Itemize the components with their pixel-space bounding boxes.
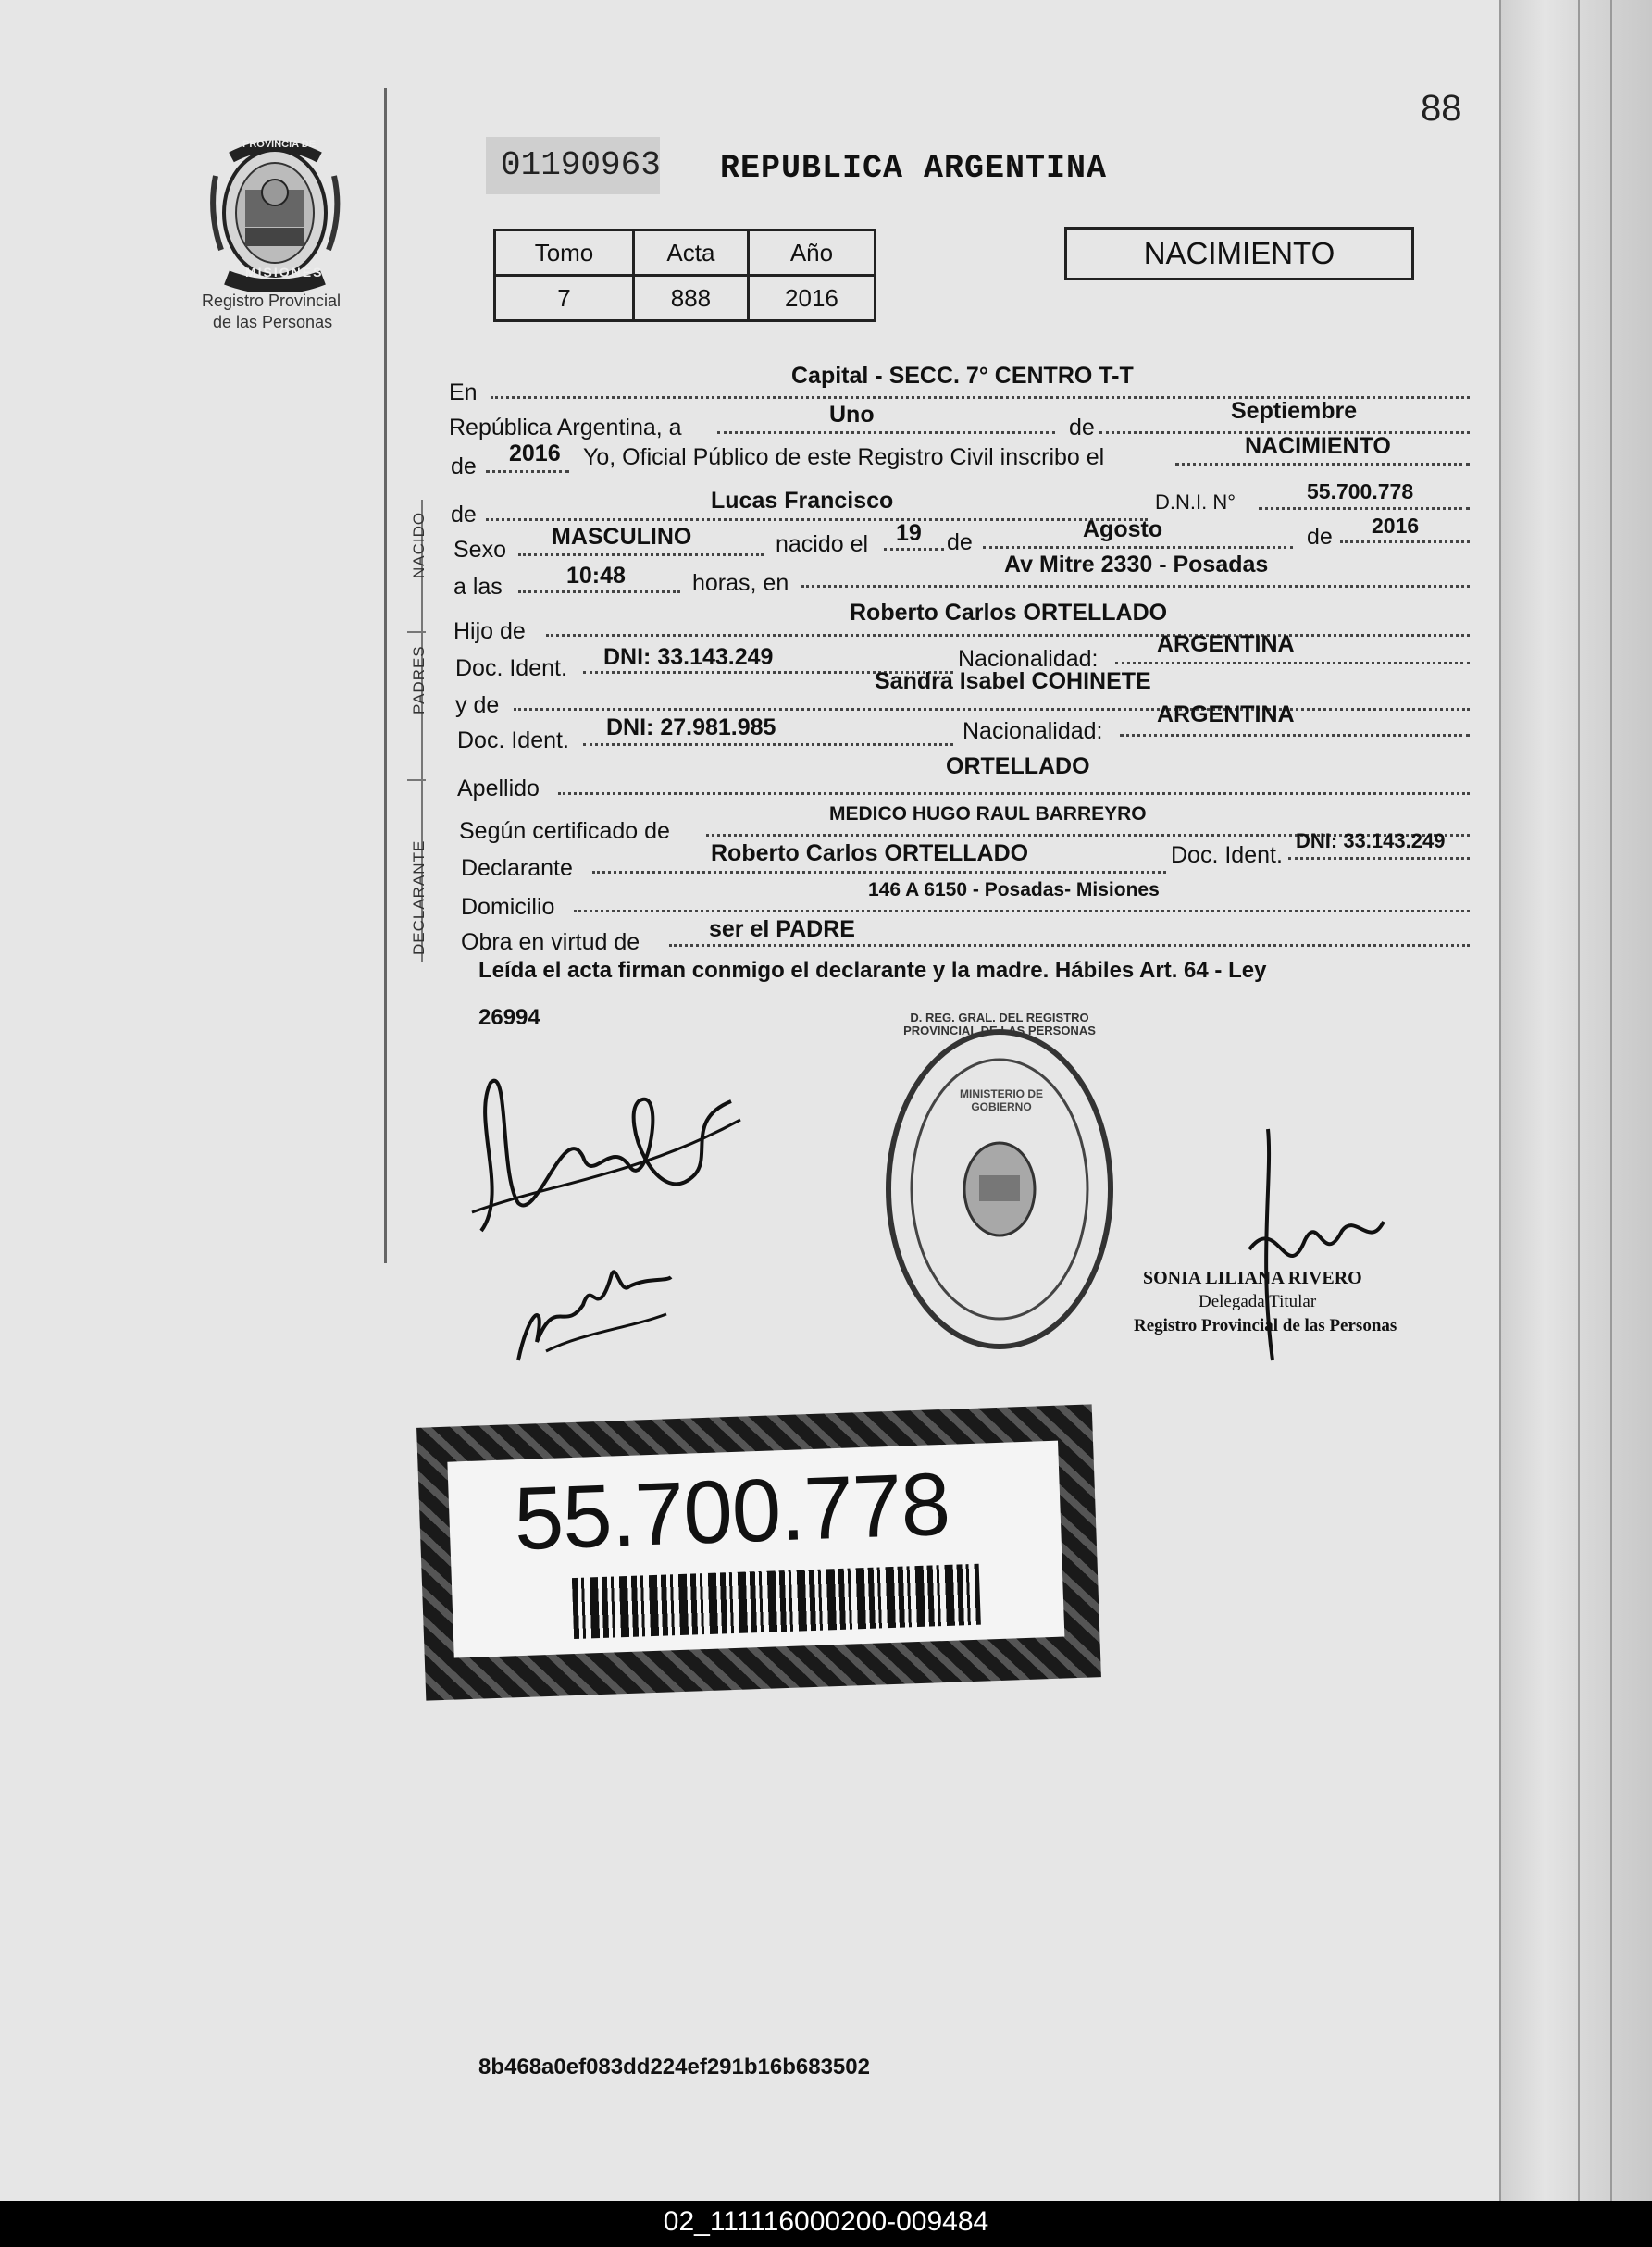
- dots: [1120, 734, 1470, 737]
- value-dia: Uno: [829, 402, 875, 428]
- dots: [669, 944, 1470, 947]
- value-declarante: Roberto Carlos ORTELLADO: [711, 840, 1029, 866]
- margin-rule: [384, 88, 387, 1263]
- act-type-box: NACIMIENTO: [1064, 227, 1414, 280]
- page-edge: [1610, 0, 1612, 2201]
- dots: [518, 590, 680, 593]
- label-doc-ident2: Doc. Ident.: [1171, 842, 1283, 868]
- document-hash: 8b468a0ef083dd224ef291b16b683502: [478, 2055, 870, 2079]
- declarant-signature: [453, 1064, 750, 1249]
- label-doc-ident: Doc. Ident.: [457, 727, 569, 753]
- dots: [546, 634, 1470, 637]
- label-sexo: Sexo: [453, 537, 506, 563]
- value-madre-doc: DNI: 27.981.985: [606, 714, 776, 740]
- value-lugar-nac: Av Mitre 2330 - Posadas: [1004, 552, 1269, 577]
- dots: [801, 585, 1470, 588]
- value-acta: 888: [633, 276, 748, 321]
- dots: [583, 743, 953, 746]
- value-mes-nac: Agosto: [1083, 516, 1163, 542]
- label-domicilio: Domicilio: [461, 894, 555, 920]
- dots: [1259, 507, 1470, 510]
- label-nacionalidad: Nacionalidad:: [963, 718, 1103, 744]
- side-label-nacido: NACIDO: [410, 511, 428, 578]
- dots: [1288, 857, 1470, 860]
- emblem-caption-line1: Registro Provincial: [202, 292, 342, 310]
- label-de-mes: de: [947, 529, 973, 555]
- barcode-panel: [447, 1441, 1064, 1658]
- label-doc-ident: Doc. Ident.: [455, 655, 567, 681]
- value-certificado: MEDICO HUGO RAUL BARREYRO: [829, 803, 1147, 825]
- registry-table: [493, 229, 876, 322]
- label-de-nombre: de: [451, 502, 477, 528]
- value-madre-nac: ARGENTINA: [1157, 701, 1295, 727]
- label-de-anio: de: [451, 453, 477, 479]
- label-y-de: y de: [455, 692, 500, 718]
- label-horas-en: horas, en: [692, 570, 789, 596]
- value-apellido: ORTELLADO: [946, 753, 1090, 779]
- label-obra: Obra en virtud de: [461, 929, 640, 955]
- header-acta: Acta: [633, 230, 748, 276]
- dots: [486, 518, 1148, 521]
- label-de: de: [1069, 415, 1095, 441]
- value-anio-nac: 2016: [1372, 514, 1420, 538]
- mother-signature: [509, 1240, 676, 1370]
- serial-number-text: 01190963: [501, 146, 661, 184]
- value-anio: 2016: [748, 276, 875, 321]
- value-dia-nac: 19: [896, 520, 922, 546]
- header-tomo: Tomo: [495, 230, 634, 276]
- seal-outer-text: D. REG. GRAL. DEL REGISTRO PROVINCIAL DE LAS PERSONAS: [903, 1011, 1096, 1038]
- barcode-number: 55.700.778: [512, 1454, 951, 1570]
- value-padre-nac: ARGENTINA: [1157, 631, 1295, 657]
- value-anio: 2016: [509, 441, 561, 466]
- value-padre: Roberto Carlos ORTELLADO: [850, 600, 1168, 626]
- label-yo-oficial: Yo, Oficial Público de este Registro Civil inscribo el: [583, 444, 1105, 470]
- dots: [592, 871, 1166, 874]
- seal-inner-text: MINISTERIO DE GOBIERNO: [959, 1087, 1043, 1113]
- stacked-pages: [1499, 0, 1652, 2201]
- dots: [717, 431, 1055, 434]
- side-label-padres: PADRES: [410, 645, 428, 714]
- officer-org: Registro Provincial de las Personas: [1134, 1316, 1397, 1335]
- barcode-bars: [572, 1564, 981, 1639]
- value-hora: 10:48: [566, 563, 626, 589]
- section-divider: [407, 631, 426, 633]
- label-a-las: a las: [453, 574, 503, 600]
- value-declarante-doc: DNI: 33.143.249: [1296, 829, 1446, 852]
- value-acto: NACIMIENTO: [1245, 433, 1391, 459]
- closing-text-line1: Leída el acta firman conmigo el declarante y la madre. Hábiles Art. 64 - Ley: [478, 958, 1267, 983]
- label-apellido: Apellido: [457, 776, 540, 801]
- page-edge: [1578, 0, 1580, 2201]
- value-dni: 55.700.778: [1307, 479, 1414, 503]
- serial-number: [486, 137, 660, 194]
- emblem-bottom-text: MISIONES: [245, 265, 324, 279]
- dots: [1175, 463, 1470, 466]
- side-label-declarante: DECLARANTE: [410, 839, 428, 955]
- dots: [514, 708, 1470, 711]
- value-nombre: Lucas Francisco: [711, 488, 894, 514]
- dots: [558, 792, 1470, 795]
- value-lugar: Capital - SECC. 7° CENTRO T-T: [791, 363, 1134, 389]
- label-hijo-de: Hijo de: [453, 618, 526, 644]
- label-nacionalidad: Nacionalidad:: [958, 646, 1099, 672]
- emblem-top-text: PROVINCIA DE: [242, 139, 317, 150]
- label-dni: D.N.I. N°: [1155, 490, 1236, 514]
- dots: [1340, 540, 1470, 543]
- officer-role: Delegada Titular: [1199, 1292, 1317, 1311]
- value-tomo: 7: [495, 276, 634, 321]
- dots: [1115, 662, 1470, 664]
- section-divider: [407, 779, 426, 781]
- footer-filename: 02_111116000200-009484: [663, 2206, 989, 2237]
- label-segun: Según certificado de: [459, 818, 670, 844]
- label-de-anio2: de: [1307, 524, 1333, 550]
- value-domicilio: 146 A 6150 - Posadas- Misiones: [868, 879, 1160, 900]
- value-obra: ser el PADRE: [709, 916, 855, 942]
- official-seal: [879, 1018, 1120, 1360]
- value-padre-doc: DNI: 33.143.249: [603, 644, 774, 670]
- label-republica: República Argentina, a: [449, 415, 682, 441]
- barcode-label: [416, 1404, 1101, 1700]
- dots: [486, 470, 569, 473]
- dots: [884, 548, 944, 551]
- value-madre: Sandra Isabel COHINETE: [875, 668, 1151, 694]
- page-number: 88: [1421, 88, 1462, 129]
- value-sexo: MASCULINO: [552, 524, 692, 550]
- dots: [518, 553, 764, 556]
- officer-name: SONIA LILIANA RIVERO: [1143, 1268, 1362, 1288]
- value-mes: Septiembre: [1231, 398, 1358, 424]
- page-edge: [1499, 0, 1501, 2201]
- label-declarante: Declarante: [461, 855, 573, 881]
- label-nacido-el: nacido el: [776, 531, 869, 557]
- closing-text-line2: 26994: [478, 1005, 540, 1030]
- document-title: REPUBLICA ARGENTINA: [720, 150, 1108, 187]
- header-anio: Año: [748, 230, 875, 276]
- dots: [574, 910, 1470, 912]
- dots: [983, 546, 1293, 549]
- emblem-caption-line2: de las Personas: [213, 313, 333, 331]
- label-en: En: [449, 379, 478, 405]
